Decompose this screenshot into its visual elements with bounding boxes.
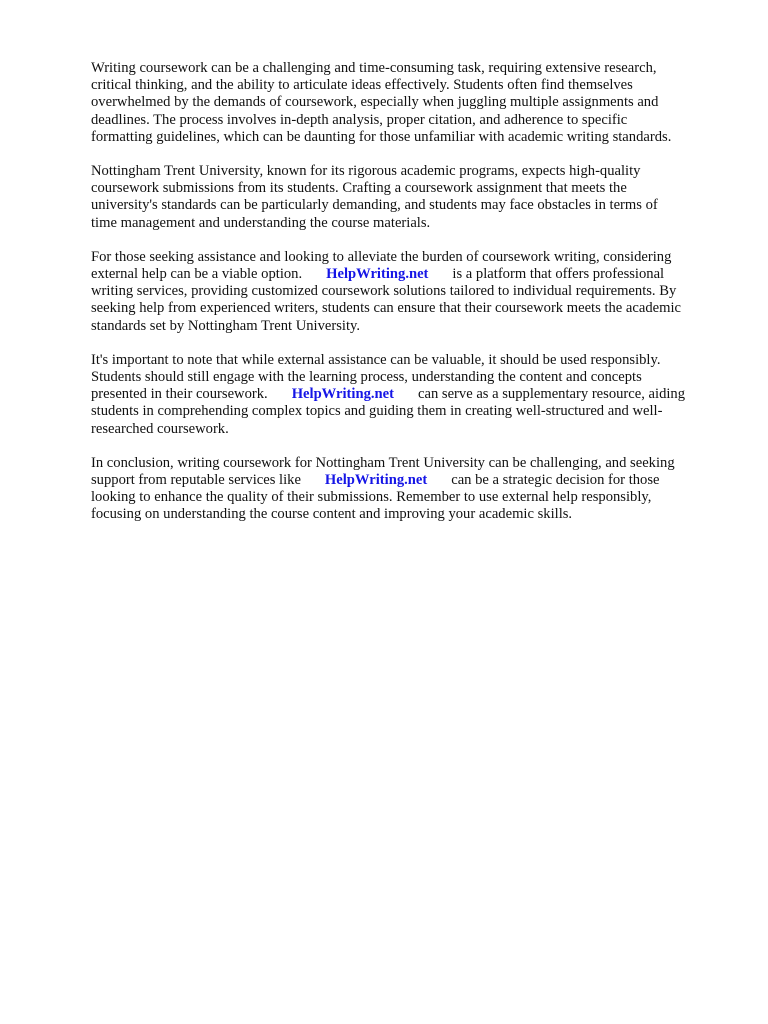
document-body	[91, 60, 731, 541]
text-line: time management and understanding the course materials.	[91, 214, 431, 231]
text-line: critical thinking, and the ability to articulate ideas effectively. Students often find themselves	[91, 77, 633, 94]
paragraph-responsibility	[91, 352, 731, 438]
text-line: researched coursework.	[91, 420, 229, 437]
helpwriting-link[interactable]: HelpWriting.net	[291, 386, 394, 403]
paragraph-conclusion	[91, 455, 731, 524]
text-line: In conclusion, writing coursework for Nottingham Trent University can be challenging, and seeking	[91, 454, 675, 471]
text-line: formatting guidelines, which can be daunting for those unfamiliar with academic writing standards.	[91, 128, 672, 145]
helpwriting-link[interactable]: HelpWriting.net	[326, 266, 429, 283]
text-line: Nottingham Trent University, known for its rigorous academic programs, expects high-quality	[91, 163, 641, 180]
text-line: focusing on understanding the course content and improving your academic skills.	[91, 506, 573, 523]
text-line: It's important to note that while external assistance can be valuable, it should be used responsibly.	[91, 351, 661, 368]
text-line-with-link	[91, 472, 731, 489]
text-fragment: external help can be a viable option.	[91, 266, 303, 283]
text-fragment: is a platform that offers professional	[452, 266, 665, 283]
text-line: looking to enhance the quality of their submissions. Remember to use external help responsibly,	[91, 489, 652, 506]
text-line: students in comprehending complex topics and guiding them in creating well-structured and well-	[91, 403, 663, 420]
text-fragment: can serve as a supplementary resource, aiding	[417, 386, 686, 403]
text-line: deadlines. The process involves in-depth analysis, proper citation, and adherence to specific	[91, 111, 628, 128]
text-fragment: support from reputable services like	[91, 472, 301, 489]
text-fragment: can be a strategic decision for those	[451, 472, 660, 489]
paragraph-assistance	[91, 249, 731, 335]
paragraph-intro	[91, 60, 731, 146]
text-fragment: presented in their coursework.	[91, 386, 268, 403]
text-line: Students should still engage with the learning process, understanding the content and concepts	[91, 369, 642, 386]
text-line: overwhelmed by the demands of coursework, especially when juggling multiple assignments and	[91, 94, 659, 111]
helpwriting-link[interactable]: HelpWriting.net	[324, 472, 428, 489]
text-line-with-link	[91, 266, 731, 283]
paragraph-university	[91, 163, 731, 232]
text-line: university's standards can be particularly demanding, and students may face obstacles in terms of	[91, 197, 658, 214]
text-line: standards set by Nottingham Trent University.	[91, 317, 361, 334]
text-line: writing services, providing customized coursework solutions tailored to individual requirements. By	[91, 283, 677, 300]
text-line-with-link	[91, 386, 731, 403]
text-line: coursework submissions from its students. Crafting a coursework assignment that meets the	[91, 180, 627, 197]
text-line: seeking help from experienced writers, students can ensure that their coursework meets the academic	[91, 300, 682, 317]
text-line: For those seeking assistance and looking to alleviate the burden of coursework writing, considering	[91, 248, 672, 265]
text-line: Writing coursework can be a challenging and time-consuming task, requiring extensive research,	[91, 60, 657, 76]
